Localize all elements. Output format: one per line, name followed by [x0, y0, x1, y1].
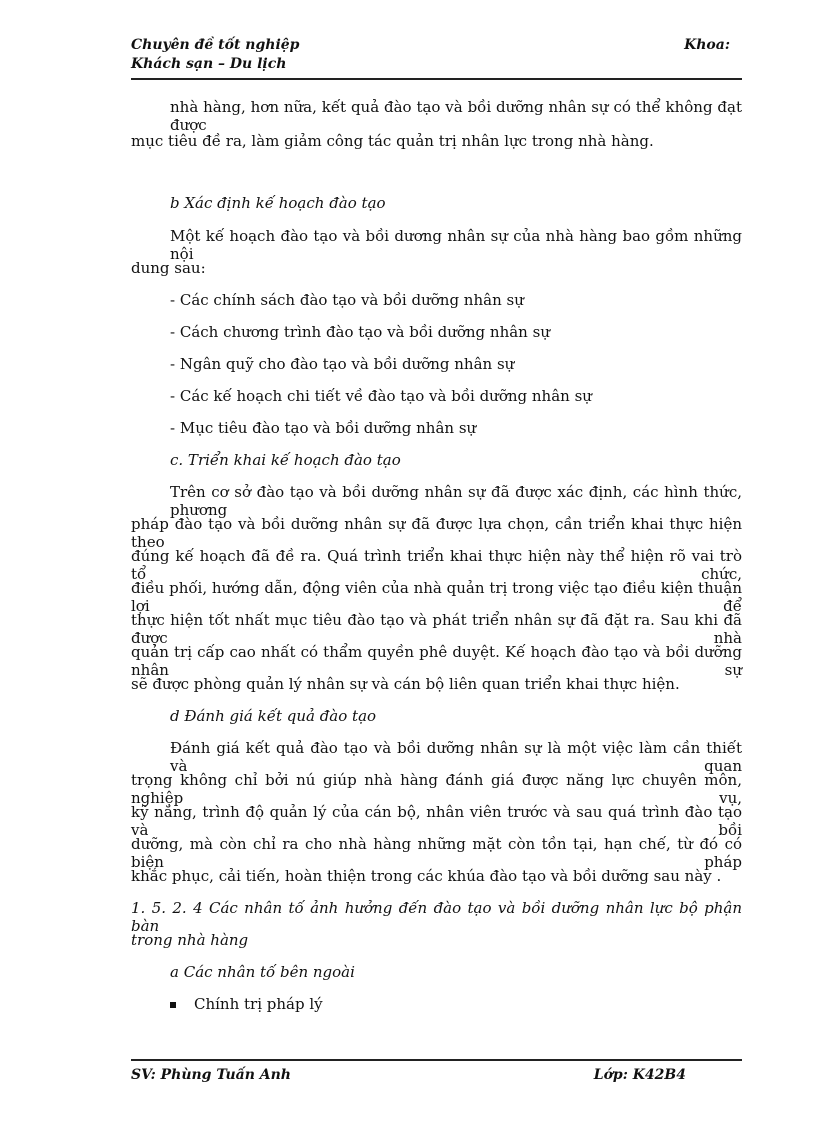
- section-heading-a: a Các nhân tố bên ngoài: [170, 963, 355, 981]
- footer-student-name: SV: Phùng Tuấn Anh: [131, 1067, 291, 1083]
- list-item: - Ngân quỹ cho đào tạo và bồi dưỡng nhân sự: [170, 355, 515, 373]
- paragraph-line: thực hiện tốt nhất mục tiêu đào tạo và phát triển nhân sự đã đặt ra. Sau khi đã được nhà: [131, 611, 742, 647]
- footer-class: Lớp: K42B4: [593, 1067, 686, 1083]
- subsection-title-line1: 1. 5. 2. 4 Các nhân tố ảnh hưởng đến đào tạo và bồi dưỡng nhân lực bộ phận bàn: [131, 899, 742, 935]
- square-bullet-icon: [170, 1002, 176, 1008]
- page-header: [131, 37, 742, 80]
- paragraph-line: Trên cơ sở đào tạo và bồi dưỡng nhân sự đã được xác định, các hình thức, phương: [170, 483, 742, 519]
- paragraph-line: dung sau:: [131, 259, 206, 277]
- paragraph-line: Một kế hoạch đào tạo và bồi dương nhân sự của nhà hàng bao gồm những nội: [170, 227, 742, 263]
- paragraph-line: nhà hàng, hơn nữa, kết quả đào tạo và bồi dưỡng nhân sự có thể không đạt được: [170, 98, 742, 134]
- paragraph-line: sẽ được phòng quản lý nhân sự và cán bộ liên quan triển khai thực hiện.: [131, 675, 680, 693]
- section-heading-b: b Xác định kế hoạch đào tạo: [170, 194, 386, 212]
- section-heading-c: c. Triển khai kế hoạch đào tạo: [170, 451, 401, 469]
- bullet-item-text: Chính trị pháp lý: [194, 995, 323, 1013]
- paragraph-line: pháp đào tạo và bồi dưỡng nhân sự đã được lựa chọn, cần triển khai thực hiện theo: [131, 515, 742, 551]
- paragraph-line: điều phối, hướng dẫn, động viên của nhà quản trị trong việc tạo điều kiện thuận lợi để: [131, 579, 742, 615]
- page-footer: [131, 1059, 742, 1087]
- paragraph-line: quản trị cấp cao nhất có thẩm quyền phê duyệt. Kế hoạch đào tạo và bồi dưỡng nhân sự: [131, 643, 742, 679]
- header-title-line1: Chuyên đề tốt nghiệp: [131, 37, 300, 53]
- paragraph-line: đúng kế hoạch đã đề ra. Quá trình triển khai thực hiện này thể hiện rõ vai trò tổ chức,: [131, 547, 742, 583]
- list-item: - Các kế hoạch chi tiết về đào tạo và bồi dưỡng nhân sự: [170, 387, 592, 405]
- subsection-title-line2: trong nhà hàng: [131, 931, 249, 949]
- paragraph-line: dưỡng, mà còn chỉ ra cho nhà hàng những mặt còn tồn tại, hạn chế, từ đó có biện pháp: [131, 835, 742, 871]
- paragraph-line: Đánh giá kết quả đào tạo và bồi dưỡng nhân sự là một việc làm cần thiết và quan: [170, 739, 742, 775]
- list-item: - Các chính sách đào tạo và bồi dưỡng nhân sự: [170, 291, 524, 309]
- paragraph-line: khắc phục, cải tiến, hoàn thiện trong các khúa đào tạo và bồi dưỡng sau này .: [131, 867, 722, 885]
- header-title-line2: Khách sạn – Du lịch: [131, 56, 287, 72]
- list-item: - Mục tiêu đào tạo và bồi dưỡng nhân sự: [170, 419, 477, 437]
- section-heading-d: d Đánh giá kết quả đào tạo: [170, 707, 377, 725]
- paragraph-line: kỹ năng, trình độ quản lý của cán bộ, nhân viên trước và sau quá trình đào tạo và bồi: [131, 803, 742, 839]
- list-item: - Cách chương trình đào tạo và bồi dưỡng nhân sự: [170, 323, 550, 341]
- header-faculty-label: Khoa:: [684, 37, 730, 53]
- paragraph-line: mục tiêu đề ra, làm giảm công tác quản trị nhân lực trong nhà hàng.: [131, 132, 654, 150]
- paragraph-line: trọng không chỉ bởi nú giúp nhà hàng đánh giá được năng lực chuyên môn, nghiệp vụ,: [131, 771, 742, 807]
- bullet-list-item: [170, 995, 323, 1013]
